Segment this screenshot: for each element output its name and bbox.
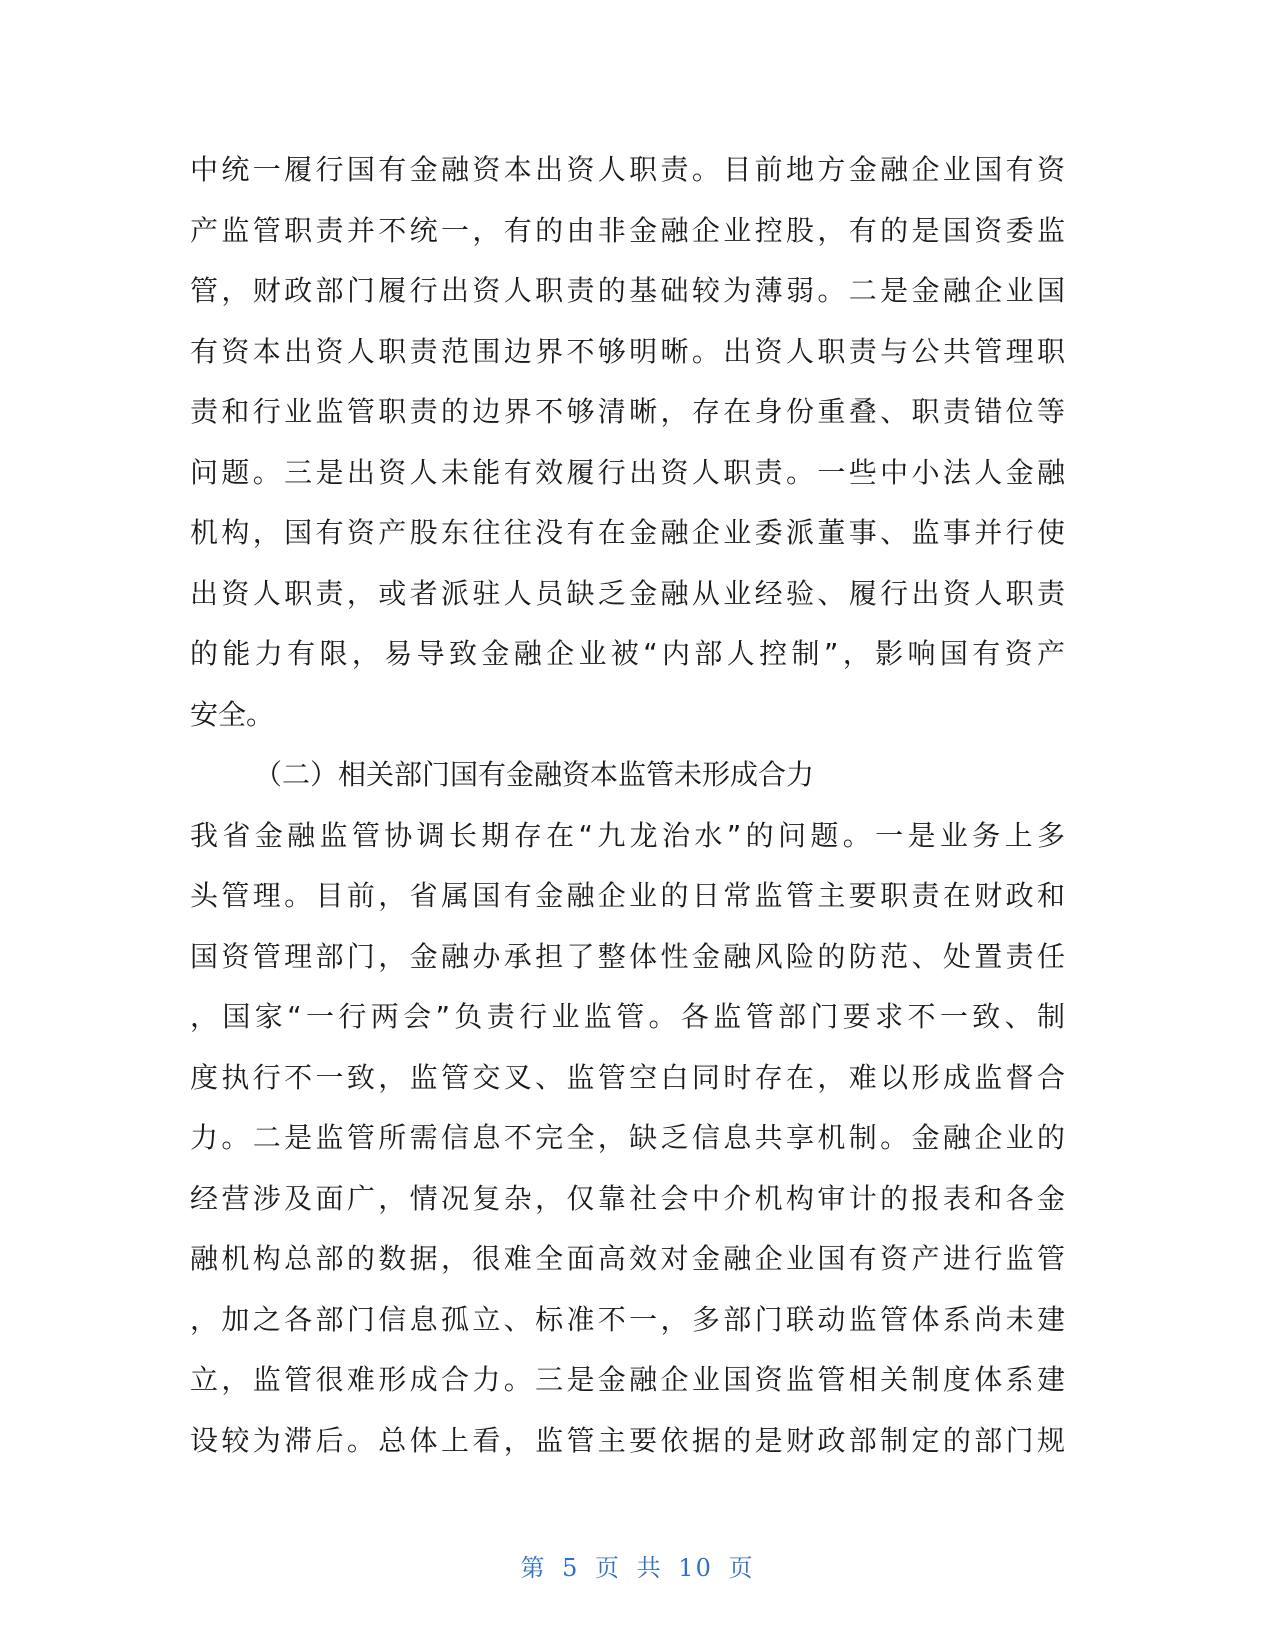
text-line: 经营涉及面广，情况复杂，仅靠社会中介机构审计的报表和各金 bbox=[190, 1181, 1065, 1215]
text-line: 度执行不一致，监管交叉、监管空白同时存在，难以形成监督合 bbox=[190, 1060, 1065, 1094]
text-line: 安全。 bbox=[190, 697, 275, 731]
text-line: 责和行业监管职责的边界不够清晰，存在身份重叠、职责错位等 bbox=[190, 395, 1065, 428]
text-line: ，加之各部门信息孤立、标准不一，多部门联动监管体系尚未建 bbox=[190, 1302, 1065, 1336]
text-line: 中统一履行国有金融资本出资人职责。目前地方金融企业国有资 bbox=[190, 153, 1065, 186]
text-line: 产监管职责并不统一，有的由非金融企业控股，有的是国资委监 bbox=[190, 213, 1065, 247]
text-line: 设较为滞后。总体上看，监管主要依据的是财政部制定的部门规 bbox=[190, 1423, 1065, 1457]
text-line: 立，监管很难形成合力。三是金融企业国资监管相关制度体系建 bbox=[190, 1363, 1065, 1396]
text-line: 问题。三是出资人未能有效履行出资人职责。一些中小法人金融 bbox=[190, 455, 1065, 489]
text-line: 的能力有限，易导致金融企业被“内部人控制”，影响国有资产 bbox=[190, 637, 1065, 670]
text-line: 我省金融监管协调长期存在“九龙治水”的问题。一是业务上多 bbox=[190, 818, 1065, 852]
text-line: 国资管理部门，金融办承担了整体性金融风险的防范、处置责任 bbox=[190, 939, 1065, 973]
section-heading: （二）相关部门国有金融资本监管未形成合力 bbox=[254, 758, 815, 791]
text-line: 力。二是监管所需信息不完全，缺乏信息共享机制。金融企业的 bbox=[190, 1121, 1065, 1154]
text-line: 头管理。目前，省属国有金融企业的日常监管主要职责在财政和 bbox=[190, 879, 1065, 912]
text-line: 有资本出资人职责范围边界不够明晰。出资人职责与公共管理职 bbox=[190, 334, 1065, 368]
body-text bbox=[190, 140, 1065, 1471]
text-line: 出资人职责，或者派驻人员缺乏金融从业经验、履行出资人职责 bbox=[190, 576, 1065, 610]
text-line: 管，财政部门履行出资人职责的基础较为薄弱。二是金融企业国 bbox=[190, 274, 1065, 307]
text-line: ，国家“一行两会”负责行业监管。各监管部门要求不一致、制 bbox=[190, 1000, 1065, 1033]
text-line: 融机构总部的数据，很难全面高效对金融企业国有资产进行监管 bbox=[190, 1242, 1065, 1275]
text-line: 机构，国有资产股东往往没有在金融企业委派董事、监事并行使 bbox=[190, 516, 1065, 549]
page-number-footer: 第 5 页 共 10 页 bbox=[520, 1554, 755, 1582]
